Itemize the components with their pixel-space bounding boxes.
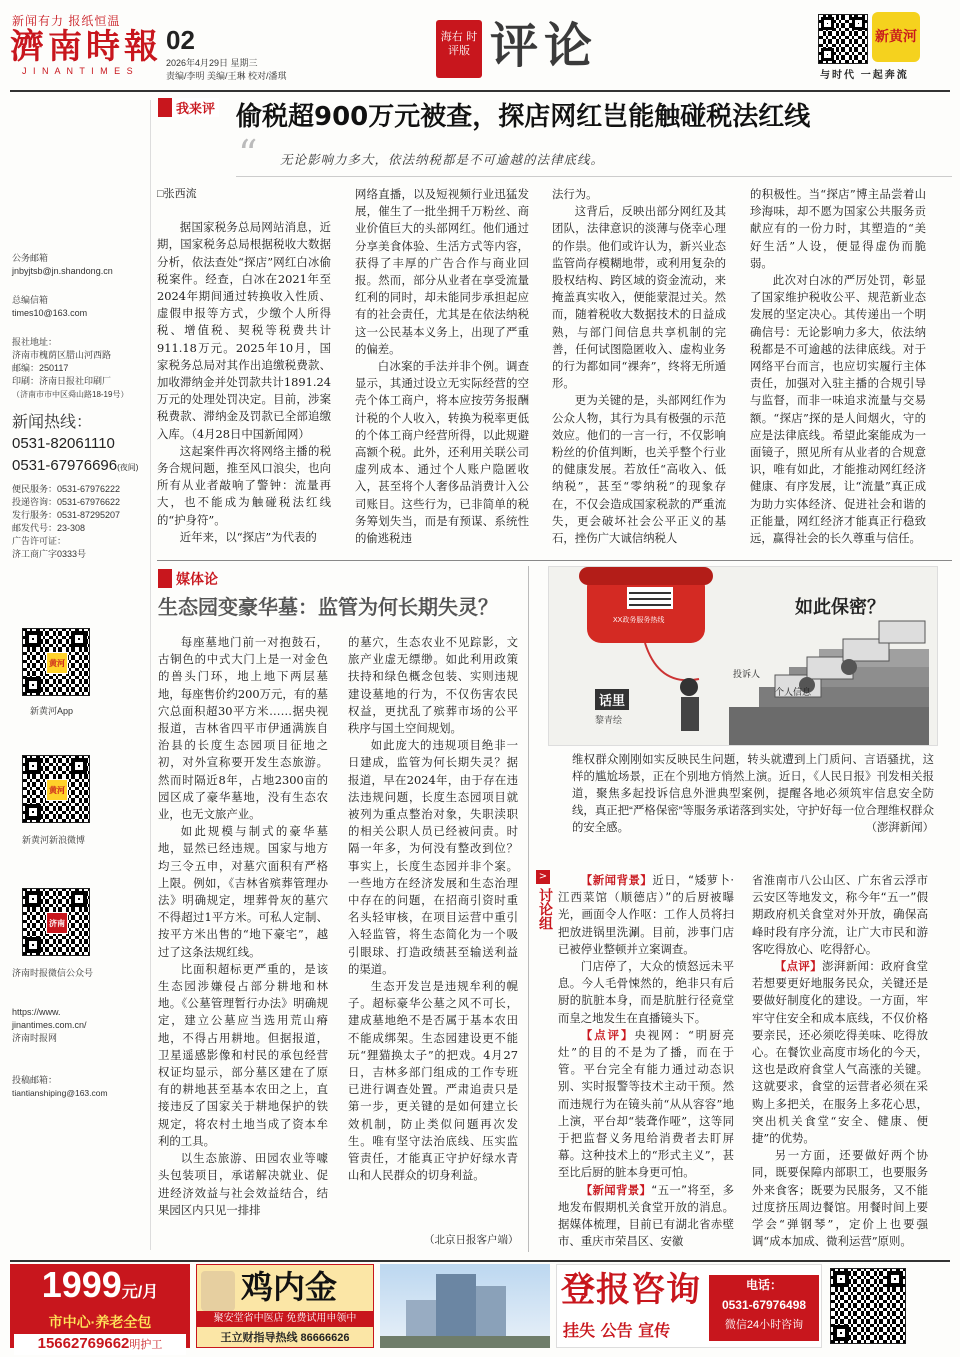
media-paragraph: 如此规模与制式的豪华墓地，显然已经违规。国家与地方均三令五申，对墓穴面积有严格上限。例如，《吉林省殡葬管理办法》明确规定，埋葬骨灰的墓穴不得超过1平方米。可私人定制、按平方米出售的“地下豪宅”，越过了这条法规红线。 [158,824,328,959]
discussion-arrow-icon: > [536,870,550,884]
section-title: 评论 [490,18,599,74]
discussion-item-tag: 【新闻背景】 [580,1182,652,1197]
section-seal [436,20,482,78]
masthead-qr-code[interactable] [818,14,868,64]
weibo-qr-caption: 新黄河新浪微博 [22,835,86,845]
caption-text: 维权群众刚刚如实反映民生问题，转头就遭到上门质问、言语骚扰，这样的尴尬场景，正在个别地方悄然上演。近日，《人民日报》刊发相关报道，聚焦多起投诉信息外泄典型案例，提醒各地必须筑牢信息安全防线，真正把“严格保密”等服务承诺落到实处，守护好每一位合理维权群众的安全感。 [572,754,934,834]
email-label: 公务邮箱 [12,253,49,263]
brand-logo [872,12,920,62]
discussion-item [558,958,734,1027]
media-column-2 [348,634,518,1252]
lead-quote-rule [236,176,952,177]
ad1-line: 市中心·养老全包 [48,1314,152,1330]
discussion-item [558,1182,734,1251]
wechat-qr-caption: 济南时报微信公众号 [12,968,94,978]
phone-handset [579,567,713,585]
discussion-column-2 [752,872,928,1252]
lead-quote: 无论影响力多大，依法纳税都是不可逾越的法律底线。 [280,152,605,167]
discussion-item [752,872,928,958]
address-label: 报社地址： [12,337,58,347]
pitch-block [12,1074,148,1100]
ad-elder-care[interactable] [10,1264,190,1352]
ad3-contact [709,1275,819,1341]
service-line: 投递咨询：0531-67976622 [12,497,121,507]
qr-logo-icon: 济南 [46,912,68,934]
discussion-item [752,958,928,1147]
ad1-price: 1999 [41,1264,122,1305]
paper-pinyin: J I N A N T I M E S [22,66,135,76]
ad1-tail: 明护工 [129,1339,163,1351]
discussion-item-tag: 【新闻背景】 [580,873,653,887]
service-line: 济工商广字0333号 [12,549,87,559]
address-text: 济南市槐荫区腊山河西路 [12,350,112,360]
app-qr-code[interactable] [22,628,90,696]
ad1-phone: 15662769662 [37,1335,130,1352]
ad-medicine[interactable] [196,1264,374,1348]
lead-paragraph: 的积极性。当“探店”博主品尝着山珍海味，却不愿为国家公共服务贡献应有的一份力时，其塑造的“美好生活”人设，便显得虚伪而脆弱。 [750,187,926,270]
lead-paragraph: 更为关键的是，头部网红作为公众人物，其行为具有极强的示范效应。他们的一言一行，不仅影响粉丝的价值判断，也关乎整个行业的健康发展。若放任“高收入、低纳税”，甚至“零纳税”的现象存在，不仅会造成国家税款的严重流失，更会破坏社会公平正义的基石，挫伤广大诚信纳税人 [552,393,726,546]
discussion-item [558,1027,734,1182]
ad-qr-code[interactable] [830,1268,906,1344]
lead-column-2 [355,186,529,552]
lead-tag [158,98,219,117]
brand-slogan: 与时代 一起奔流 [820,70,909,81]
media-column-1 [158,634,328,1252]
hotline-2-number: 0531-67976696 [12,457,118,474]
lead-tag-label: 我来评 [176,101,216,116]
lead-paragraph: 这起案件再次将网络主播的税务合规问题，推至风口浪尖，也向所有从业者敲响了警钟：流量再大，也不能成为触碰税法红线的“护身符”。 [157,443,331,527]
discussion-item-text: 省淮南市八公山区、广东省云浮市云安区等地发文，称今年“五一”假期政府机关食堂对外开放，确保高峰时段有序分流，让广大市民和游客吃得放心、吃得舒心。 [752,873,928,956]
ad2-line: 聚安堂省中医店 免费试用申领中 [197,1311,373,1327]
sidebar-divider [150,100,151,1250]
app-qr-caption: 新黄河App [30,706,74,716]
printer-text: 印刷：济南日报社印刷厂 [12,376,112,386]
media-divider [528,566,529,1252]
stair-1 [729,707,929,746]
submit-email[interactable]: times10@163.com [12,308,88,318]
service-line: 发行服务：0531-87295207 [12,510,121,520]
website-url[interactable]: jinantimes.com.cn/ [12,1020,87,1030]
email-address[interactable]: jnbyjtsb@jn.shandong.cn [12,266,113,276]
lead-column-3 [552,186,726,552]
building-illustration [380,1264,550,1348]
cartoon-title: 如此保密？ [795,597,885,618]
ad3-tel[interactable]: 0531-67976498 [721,1298,807,1312]
pitch-label: 投稿邮箱： [12,1075,58,1085]
discussion-column-1 [558,872,734,1252]
qr-logo-icon: 黄河 [46,652,68,674]
discussion-tag [536,870,552,930]
cartoon-panel [548,566,938,746]
media-paragraph: 每座墓地门前一对抱鼓石，古铜色的中式大门上是一对金色的兽头门环，地上地下两层墓地，每座售价约200万元，有的墓穴总面积超30平方米……据央视报道，吉林省四平市伊通满族自治县的长度生态园项目征地之初，对外宣称要开发生态旅游。然而时隔近8年，占地2300亩的园区成了豪华墓地，没有生态农业，也无文旅产业。 [158,635,328,822]
service-line: 广告许可证： [12,536,67,546]
media-headline: 生态园变豪华墓：监管为何长期失灵？ [158,595,498,619]
ad-newspaper-notice[interactable] [556,1264,822,1348]
media-paragraph: 比面积超标更严重的，是该生态园涉嫌侵占部分耕地和林地。《公墓管理暂行办法》明确规定，建立公墓应当选用荒山瘠地，不得占用耕地。但据报道，卫星遥感影像和村民的承包经营权证均显示，部分墓区建在了原有的耕地甚至基本农田之上，直接违反了国家关于耕地保护的铁规定，将农村土地当成了资本牟利的工具。 [158,961,328,1148]
brand-logo-text: 新黄河 [875,29,917,45]
pitch-email[interactable]: tiantianshiping@163.com [12,1088,108,1098]
discussion-item [558,872,734,958]
printer-address: （济南市市中区舜山路18-19号） [12,390,129,399]
media-paragraph: 如此庞大的违规项目绝非一日建成，监管为何长期失灵？据报道，早在2024年，由于存在违法违规问题，长度生态园项目就被列为重点整治对象，失职渎职的相关公职人员已经被问责。时隔一年多，为何没有整改到位？事实上，长度生态园并非个案。一些地方在经济发展和生态治理中存在的问题，在招商引资时重名头轻审核，在项目运营中重引入轻监管，将生态简化为一个吸引眼球、打造政绩甚至输送利益的渠道。 [348,738,518,976]
media-tag-label: 媒体论 [176,571,218,587]
quote-mark-icon: “ [238,132,258,176]
cartoon-info-label: 个人信息 [775,687,812,697]
hotline-2[interactable] [12,455,148,479]
discussion-item-text: 近日，“矮萝卜·江西菜馆（顺德店）”的后厨被曝光，画面令人作呕：工作人员将扫把放进锅里洗涮。目前，涉事门店已被停业整顿并立案调查。 [558,873,734,956]
media-tag [158,569,222,588]
ad3-sub: 挂失 公告 宣传 [563,1321,671,1340]
postcode-text: 邮编：250117 [12,363,69,373]
website-block [12,1006,148,1045]
lead-headline: 偷税超900万元被查，探店网红岂能触碰税法红线 [236,102,811,132]
discussion-tag-label: 讨论组 [537,888,553,930]
lead-paragraph: 法行为。 [552,187,598,201]
ad1-price-row [10,1266,190,1312]
qr-logo-icon: 黄河 [46,779,68,801]
editors-line: 责编/李明 美编/王琳 校对/潘琪 [166,71,287,81]
discussion-item-text: 央视网：“明厨亮灶”的目的不是为了播，而在于管。平台完全有能力通过动态识别、实时报警等技术主动干预。然而违规行为在镜头前“从从容容”地上演，平台却“装聋作哑”，这等同于把监督义务甩给消费者去盯屏幕。这种技术上的“形式主义”，甚至比后厨的脏本身更可怕。 [558,1027,734,1180]
submit-label: 总编信箱 [12,295,49,305]
lead-bottom-rule [157,560,952,561]
discussion-item-tag: 【点评】 [774,959,823,974]
date-line: 2026年4月29日 星期三 [166,58,258,68]
lead-paragraph: 据国家税务总局网站消息，近期，国家税务总局根据税收大数据分析，依法查处“探店”网红白冰偷税案件。经查，白冰在2021年至2024年期间通过转换收入性质、虚假申报等方式，少缴个人所得税、增值税、契税等税费共计911.18万元。2025年10月，国家税务总局对其作出追缴税费款、加收滞纳金并处罚款共计1891.24万元的处理处罚决定。目前，涉案税费款、滞纳金及罚款已全部追缴入库。（4月28日中国新闻网） [157,220,331,441]
discussion-item-tag: 【点评】 [580,1027,635,1042]
media-paragraph: 以生态旅游、田园农业等噱头包装项目，承诺解决就业、促进经济效益与社会效益结合，结果园区内只见一排排 [158,1151,328,1217]
ad2-hotline: 王立财指导热线 86666626 [220,1332,350,1344]
wechat-qr-code[interactable] [22,888,90,956]
weibo-qr-code[interactable] [22,755,90,823]
ads-top-rule [10,1260,950,1262]
figure-head [680,678,698,696]
discussion-item-text: 门店停了，大众的愤怒远未平息。今人毛骨悚然的，绝非只有后厨的肮脏本身，而是肮脏行径竟堂而皇之地发生在直播镜头下。 [558,959,734,1025]
slogan: 新闻有力 报纸恒温 [12,14,121,28]
caption-credit: （澎湃新闻） [865,822,934,834]
info-box [879,621,925,643]
ad2-avatar [201,1271,235,1311]
media-paragraph: 的墓穴，生态农业不见踪影，文旅产业虚无缥缈。如此利用政策扶持和绿色概念包装、实则违规建设墓地的行为，不仅伤害农民权益，更扰乱了殡葬市场的公平秩序与国土空间规划。 [348,635,518,736]
ad1-unit: 元/月 [121,1284,159,1301]
cartoon-author: 黎青绘 [595,715,623,725]
masthead [0,0,960,92]
cartoon-phone-label: XX政务服务热线 [613,617,665,624]
lead-paragraph: 网络直播，以及短视频行业迅猛发展，催生了一批坐拥千万粉丝、商业价值巨大的头部网红。他们通过分享美食体验、生活方式等内容，获得了丰厚的广告合作与商业回报。然而，部分从业者在享受流量红利的同时，却未能同步承担起应有的社会责任，尤其是在依法纳税这一公民基本义务上，出现了严重的偏差。 [355,187,529,356]
discussion-item-text: 另一方面，还要做好两个协同，既要保障内部职工，也要服务外来食客；既要为民服务，又不能过度挤压周边餐馆。用餐时间上要学会“弹钢琴”，定价上也要强调“成本加成、微利运营”原则。 [752,1148,928,1249]
discussion-item [752,1147,928,1250]
ad3-wechat: 微信24小时咨询 [724,1319,804,1331]
lead-paragraph: 白冰案的手法并非个例。调查显示，其通过设立无实际经营的空壳个体工商户，将本应按劳务报酬计税的个人收入，转换为税率更低的个体工商户经营所得，以此规避高额个税。此外，还利用关联公司虚列成本、通过个人账户隐匿收入，甚至将个人奢侈品消费计入公司账目。这些行为，已非简单的税务筹划失当，而是有预谋、系统性的偷逃税违 [355,359,529,546]
website-name: 济南时报网 [12,1033,58,1043]
lead-paragraph: 近年来，以“探店”为代表的 [179,529,317,544]
lead-byline: □张西流 [157,188,197,200]
paper-name-logo: 濟南時報 [10,27,162,67]
lead-paragraph: 这背后，反映出部分网红及其团队，法律意识的淡薄与侥幸心理的作祟。他们或许认为，新兴业态监管尚存模糊地带，或利用复杂的股权结构、跨区域的资金流动，来掩盖真实收入，便能蒙混过关。然而，随着税收大数据技术的日益成熟，与部门间信息共享机制的完善，任何试图隐匿收入、虚构业务的行为都如同“裸奔”，终将无所遁形。 [552,204,726,391]
cartoon-tag: 话里 [595,689,629,710]
media-paragraph: 生态开发岂是违规牟利的幌子。超标豪华公墓之风不可长，建成墓地绝不是否属于基本农田不能成绑架。生态园建设更不能玩“狸猫换太子”的把戏。4月27日，吉林多部门组成的工作专班已进行调查处置。严肃追责只是第一步，更关键的是如何建立长效机制，防止类似问题再次发生。唯有坚守法治底线、压实监管责任，才能真正守护好绿水青山和人民群众的切身利益。 [348,979,518,1183]
ad3-title: 登报咨询 [561,1270,701,1310]
lead-column-1 [157,186,331,552]
website-prefix[interactable]: https://www. [12,1007,61,1017]
discussion-item-text: 澎湃新闻：政府食堂若想要更好地服务民众，关键还是要做好制度化的建设。一方面，牢牢守住安全和成本底线，不仅价格要亲民，还必须吃得美味、吃得放心。在餐饮业高度市场化的今天，这也是政府食堂人气高涨的关键。这就要求，食堂的运营者必须在采购上多把关，在服务上多花心思，突出机关食堂“安全、健康、便捷”的优势。 [752,959,928,1146]
hotline-1[interactable]: 0531-82061110 [12,435,115,452]
hotline-label: 新闻热线： [12,414,93,431]
lead-paragraph: 此次对白冰的严厉处罚，彰显了国家维护税收公平、规范新业态发展的坚定决心。其传递出一个明确信号：无论影响力多大，依法纳税都是不可逾越的法律底线。对于网络平台而言，也应切实履行主体责任，加强对入驻主播的合规引导与监督，而非一味追求流量与交易额。“探店”探的是人间烟火，守的应是法律底线。希望此案能成为一面镜子，照见所有从业者的合规意识，唯有如此，才能推动网红经济健康、有序发展，让“流量”真正成为助力实体经济、促进社会和谐的正能量，网红经济才能真正行稳致远，赢得社会的长久尊重与信任。 [750,273,926,546]
media-credit: （北京日报客户端） [420,1232,519,1247]
service-line: 邮发代号：23-308 [12,523,86,533]
hotline-2-note: (夜间) [117,463,139,472]
page-number: 02 [166,25,195,55]
section-seal-text: 海右 时评版 [440,30,478,57]
masthead-rule [10,90,950,92]
phone-cord [645,643,699,680]
ad2-brand: 鸡内金 [241,1268,338,1306]
cartoon-caption [572,752,934,837]
figure-head [841,659,857,675]
ad-building-photo [380,1264,550,1348]
figure-body [681,697,699,731]
lead-column-4 [750,186,926,552]
discussion-item-text: “五一”将至，多地发布假期机关食堂开放的消息。据媒体梳理，目前已有湖北省赤壁市、重庆市荣昌区、安徽 [558,1182,734,1249]
cartoon-reporter-label: 投诉人 [733,669,761,679]
ad3-tel-label: 电话： [745,1278,782,1292]
service-line: 便民服务：0531-67976222 [12,484,121,494]
ad1-phone-row [14,1334,186,1355]
